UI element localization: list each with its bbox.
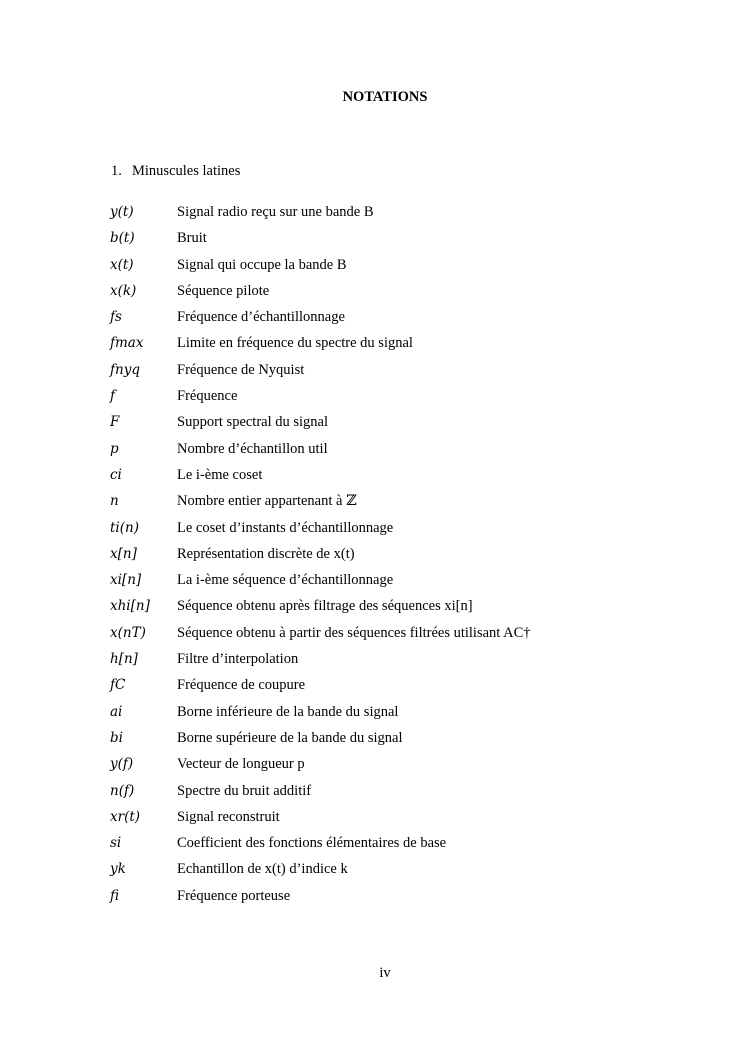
notation-description: Signal radio reçu sur une bande B (177, 204, 374, 220)
notation-description: Le coset d’instants d’échantillonnage (177, 519, 394, 536)
notation-list (110, 204, 710, 914)
notation-row (110, 651, 710, 677)
notation-row (110, 756, 710, 782)
notation-description: Fréquence d’échantillonnage (177, 309, 345, 326)
notation-symbol: si (110, 835, 122, 852)
notation-row (110, 230, 710, 256)
page-number: iv (379, 965, 391, 981)
notation-row (110, 730, 710, 756)
notation-row (110, 572, 710, 598)
notation-symbol: f (110, 388, 115, 405)
notation-symbol: xr(t) (110, 808, 141, 825)
notation-description: Support spectral du signal (177, 414, 329, 431)
notation-description: Signal qui occupe la bande B (177, 256, 347, 273)
notation-row (110, 467, 710, 493)
notation-row (110, 388, 710, 414)
notation-symbol: x(t) (110, 256, 134, 273)
section-title: Minuscules latines (132, 163, 241, 179)
notation-symbol: n (110, 493, 119, 510)
notation-row (110, 414, 710, 440)
notation-symbol: h[n] (110, 651, 138, 668)
notation-row (110, 835, 710, 861)
notation-description: Borne inférieure de la bande du signal (177, 703, 399, 720)
notation-description: Vecteur de longueur p (177, 756, 305, 773)
notation-symbol: fC (110, 677, 126, 694)
notation-row (110, 546, 710, 572)
notation-symbol: fnyq (110, 361, 140, 378)
notation-row (110, 362, 710, 388)
notation-row (110, 441, 710, 467)
notation-symbol: y(f) (110, 756, 134, 773)
section-heading (111, 163, 240, 180)
notation-symbol: F (110, 414, 120, 431)
notation-description: Fréquence porteuse (177, 887, 291, 904)
notation-description: Signal reconstruit (177, 808, 280, 825)
notation-description: Borne supérieure de la bande du signal (177, 729, 403, 746)
page-title: NOTATIONS (342, 89, 428, 105)
notation-symbol: y(t) (110, 204, 134, 220)
notation-description: Séquence obtenu à partir des séquences filtrées utilisant AC† (177, 624, 531, 641)
notation-row (110, 809, 710, 835)
notation-description: Echantillon de x(t) d’indice k (177, 861, 348, 878)
notation-row (110, 625, 710, 651)
notation-row (110, 283, 710, 309)
notation-description: Séquence pilote (177, 282, 270, 299)
notation-description: Nombre entier appartenant à ℤ (177, 493, 357, 510)
notation-symbol: n(f) (110, 782, 135, 799)
notation-description: La i-ème séquence d’échantillonnage (177, 572, 394, 589)
notation-row (110, 257, 710, 283)
notation-symbol: xhi[n] (110, 598, 150, 615)
notation-symbol: p (110, 440, 119, 457)
notation-symbol: b(t) (110, 230, 135, 247)
notation-row (110, 520, 710, 546)
notation-description: Limite en fréquence du spectre du signal (177, 335, 413, 352)
notation-description: Fréquence de Nyquist (177, 361, 305, 378)
notation-symbol: fi (110, 887, 120, 904)
notation-description: Représentation discrète de x(t) (177, 545, 355, 562)
notation-row (110, 204, 710, 230)
notation-symbol: x(k) (110, 282, 137, 299)
notation-description: Nombre d’échantillon util (177, 440, 328, 457)
notation-row (110, 861, 710, 887)
notation-row (110, 888, 710, 914)
notation-description: Le i-ème coset (177, 466, 263, 483)
notation-symbol: yk (110, 861, 126, 878)
notation-symbol: ti(n) (110, 519, 139, 536)
notation-symbol: x(nT) (110, 624, 146, 641)
notation-row (110, 598, 710, 624)
notation-row (110, 309, 710, 335)
notation-symbol: ai (110, 703, 123, 720)
notation-description: Coefficient des fonctions élémentaires de base (177, 835, 447, 852)
notation-symbol: bi (110, 729, 123, 746)
notation-symbol: fs (110, 309, 122, 326)
notation-row (110, 783, 710, 809)
notation-row (110, 677, 710, 703)
section-number: 1. (111, 163, 122, 179)
notation-description: Bruit (177, 230, 207, 247)
notation-symbol: ci (110, 466, 122, 483)
notation-description: Spectre du bruit additif (177, 782, 312, 799)
notation-symbol: fmax (110, 335, 144, 352)
notation-symbol: x[n] (110, 545, 137, 562)
notation-row (110, 335, 710, 361)
notation-row (110, 493, 710, 519)
notation-description: Fréquence de coupure (177, 677, 306, 694)
notation-description: Fréquence (177, 388, 238, 405)
notation-description: Filtre d’interpolation (177, 651, 299, 668)
notation-row (110, 704, 710, 730)
notation-symbol: xi[n] (110, 572, 142, 589)
notation-description: Séquence obtenu après filtrage des séquences xi[n] (177, 598, 473, 615)
